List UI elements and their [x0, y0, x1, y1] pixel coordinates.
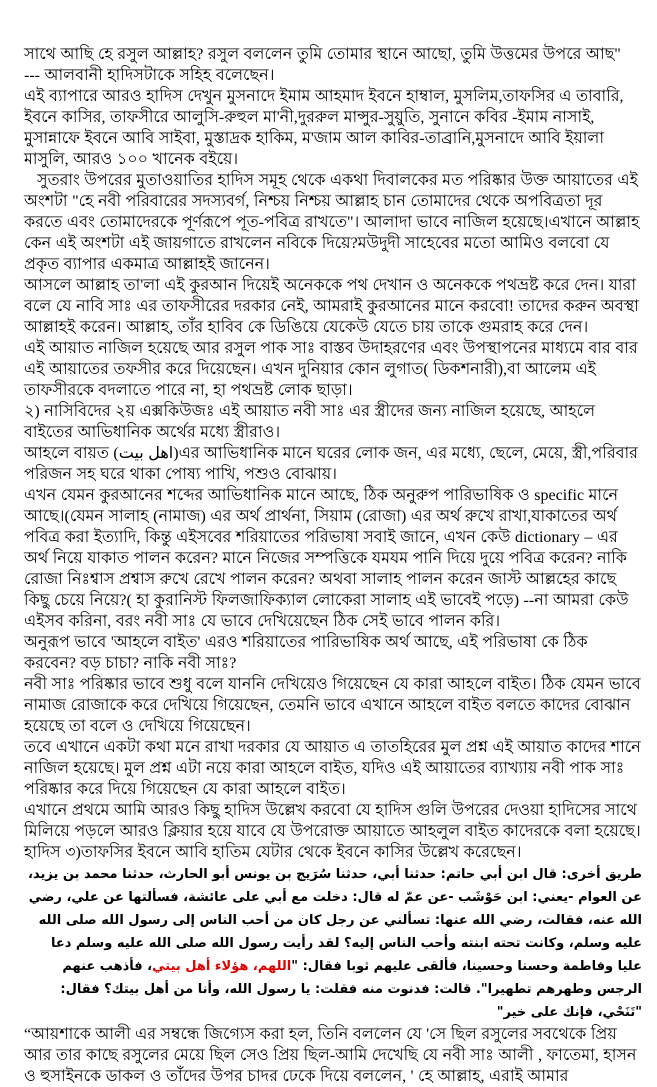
paragraph-who-defines-term: অনুরূপ ভাবে 'আহলে বাইত' এরও শরিয়াতের পারিভাষিক অর্থ আছে, এই পরিভাষা কে ঠিক করবেন? বড় চাচা? নাকি নবী সাঃ? — [24, 634, 588, 672]
paragraph-albani-grading: --- আলবানী হাদিসটাকে সহিহ বলেছেন। — [24, 67, 275, 84]
arabic-hadith-passage — [24, 863, 642, 1024]
paragraph-continuation-hadith-quote: সাথে আছি হে রসুল আল্লাহ? রসুল বললেন তুমি তোমার স্থানে আছো, তুমি উত্তমের উপরে আছ" — [24, 46, 621, 63]
paragraph-more-hadith-intro: এখানে প্রথমে আমি আরও কিছু হাদিস উল্লেখ করবো যে হাদিস গুলি উপরের দেওয়া হাদিসের সাথে মিলিয়ে পড়লে আরও ক্লিয়ার হয়ে যাবে যে উপরোক্ত আয়াতে আহলুল বাইত কাদেরকে বলা হয়েছে। — [24, 802, 641, 840]
arabic-text-before-highlight: طريق أخرى: قال ابن أبي حاتم: حدثنا أبي، حدثنا سُرَيج بن يونس أبو الحارث، حدثنا محمد بن يزيد، عن العوام -يعني: ابن حَوْشَب -عن عمّ له قال: دخلت مع أبي على عائشة، فسألتها عن علي، رضي الله عنه، فقالت، رضي الله عنها: تسألني عن رجل كان من أحب الناس إلى رسول الله صلى الله عليه وسلم، وكانت تحته ابنته وأحب الناس إليه؟ لقد رأيت رسول الله صلى الله عليه وسلم دعا عليا وفاطمة وحسنا وحسينا، فألقى عليهم ثوبا فقال: " — [28, 867, 642, 974]
paragraph-quran-guidance: আসলে আল্লাহ তা'লা এই কুরআন দিয়েই অনেককে পথ দেখান ও অনেককে পথভ্রষ্ট করে দেন। যারা বলে যে নাবি সাঃ এর তাফসীরের দরকার নেই, আমরাই কুরআনের মানে করবো! তাদের করুন অবস্থা আল্লাহই করেন। আল্লাহ, তাঁর হাবিব কে ডিঙিয়ে যেকেউ যেতে চায় তাকে গুমরাহ করে দেন। — [24, 277, 639, 336]
paragraph-nasibi-second-excuse: ২) নাসিবিদের ২য় এক্সকিউজঃ এই আয়াত নবী সাঃ এর স্ত্রীদের জন্য নাজিল হয়েছে, আহলে বাইতের আভিধানিক অর্থের মধ্যে স্ত্রীরাও। — [24, 403, 596, 441]
arabic-red-highlight-dua: اللهم، هؤلاء أهل بيتي — [152, 959, 292, 974]
paragraph-hadith-3-heading: হাদিস ৩)তাফসির ইবনে আবি হাতিম যেটার থেকে ইবনে কাসির উল্লেখ করেছেন। — [24, 844, 522, 861]
paragraph-prophet-demonstrated: নবী সাঃ পরিষ্কার ভাবে শুধু বলে যাননি দেখিয়েও গিয়েছেন যে কারা আহলে বাইত। ঠিক যেমন ভাবে নামাজ রোজাকে করে দেখিয়ে গিয়েছেন, তেমনি ভাবে এখানে আহলে বাইত বলতে কাদের বোঝান হয়েছে তা বলে ও দেখিয়ে গিয়েছেন। — [24, 676, 641, 735]
paragraph-tafsir-unchangeable: এই আয়াত নাজিল হয়েছে আর রসুল পাক সাঃ বাস্তব উদাহরণের এবং উপস্থাপনের মাধ্যমে বার বার এই আয়াতের তফসীর করে দিয়েছেন। এখন দুনিয়ার কোন লুগাত( ডিকশনারী),বা আলেম এই তাফসীরকে বদলাতে পারে না, হা পথভ্রষ্ট লোক ছাড়া। — [24, 340, 638, 399]
arabic-text-after-highlight: ، فأذهب عنهم الرجس وطهرهم تطهيرا". قالت: فدنوت منه فقلت: يا رسول الله، وأنا من أهل بيتك؟ فقال: "تَنَحْي، فإنك على خير" — [60, 959, 642, 1020]
paragraph-hadith-sources-list: এই ব্যাপারে আরও হাদিস দেখুন মুসনাদে ইমাম আহমাদ ইবনে হাম্বাল, মুসলিম,তাফসির এ তাবারি, ইবনে কাসির, তাফসীরে আলুসি-রুহুল মা'নী,দুররুল মান্সুর-সুয়ুতি, সুনানে কবির -ইমাম নাসাই, মুসান্নাফে ইবনে আবি সাইবা, মুস্তাদ্রক হাকিম, ম'জাম আল কাবির-তাব্রানি,মুসনাদে আবি ইয়ালা মাসুলি, আরও ১০০ খানেক বইয়ে। — [24, 88, 624, 168]
paragraph-ayat-conclusion: সুতরাং উপরের মুতাওয়াতির হাদিস সমূহ থেকে একথা দিবালকের মত পরিষ্কার উক্ত আয়াতের এই অংশটা "হে নবী পরিবারের সদস্যবর্গ, নিশ্চয় নিশ্চয় আল্লাহ চান তোমাদের থেকে অপবিত্রতা দূর করতে এবং তোমাদেরকে পূর্ণরূপে পূত-পবিত্র রাখতে"। আলাদা ভাবে নাজিল হয়েছে।এখানে আল্লাহ কেন এই অংশটা এই জায়গাতে রাখলেন নবিকে দিয়ে?মউদুদী সাহেবের মতো আমিও বলবো যে প্রকৃত ব্যাপার একমাত্র আল্লাহই জানেন। — [24, 172, 640, 273]
paragraph-aisha-translation: “আয়শাকে আলী এর সম্বন্ধে জিগ্যেস করা হল, তিনি বললেন যে 'সে ছিল রসুলের সবথেকে প্রিয় আর তার কাছে রসুলের মেয়ে ছিল সেও প্রিয় ছিল-আমি দেখেছি যে নবী সাঃ আলী , ফাতেমা, হাসন ও হুসাইনকে ডাকল ও তাঁদের উপর চাদর ঢেকে দিয়ে বললেন, ' হে আল্লাহ, এরাই আমার — [24, 1026, 637, 1085]
paragraph-terminological-meaning: এখন যেমন কুরআনের শব্দের আভিধানিক মানে আছে, ঠিক অনুরুপ পারিভাষিক ও specific মানে আছে।(যেমন সালাহ (নামাজ) এর অর্থ প্রার্থনা, সিয়াম (রোজা) এর অর্থ রুখে রাখা,যাকাতের অর্থ পবিত্র করা ইত্যাদি, কিন্তু এইসবের শরিয়াতের পরিভাষা সবাই জানে, এখন কেউ dictionary – এর অর্থ নিয়ে যাকাত পালন করেন? মানে নিজের সম্পত্তিকে যমযম পানি দিয়ে দুয়ে পবিত্র করেন? নাকি রোজা নিঃশ্বাস প্রশ্বাস রুখে রেখে পালন করেন? অথবা সালাহ পালন করেন জাস্ট আল্লহের কাছে কিছু চেয়ে নিয়ে?( হা কুরানিস্ট ফিলজাফিক্যাল লোকেরা সালাহ এই ভাবেই পড়ে) --না আমরা কেউ এইসব করিনা, বরং নবী সাঃ যে ভাবে দেখিয়েছেন ঠিক সেই ভাবে পালন করি। — [24, 487, 629, 630]
paragraph-ahle-bayt-dictionary-meaning: আহলে বায়ত (اهل بيت)এর আভিধানিক মানে ঘরের লোক জন, এর মধ্যে, ছেলে, মেয়ে, স্ত্রী,পরিবার পরিজন সহ ঘরে থাকা পোষ্য পাখি, পশুও বোঝায়। — [24, 445, 638, 483]
paragraph-main-question: তবে এখানে একটা কথা মনে রাখা দরকার যে আয়াত এ তাতহিরের মুল প্রশ্ন এই আয়াত কাদের শানে নাজিল হয়েছে। মুল প্রশ্ন এটা নয়ে কারা আহলে বাইত, যদিও এই আয়াতের ব্যাখ্যায় নবী পাক সাঃ পরিষ্কার করে দিয়ে গিয়েছেন যে কারা আহলে বাইত। — [24, 739, 641, 798]
